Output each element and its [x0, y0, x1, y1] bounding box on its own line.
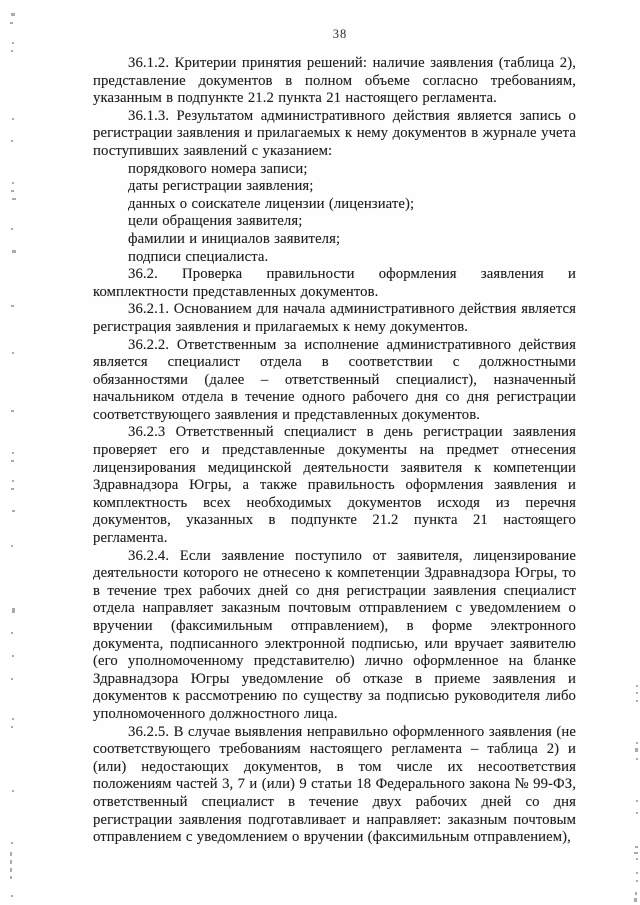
paragraph: 36.2.5. В случае выявления неправильно оформленного заявления (не соответствующего требованиям настоящего регламента – таблица 2) и (или) недостающих документов, в том числе их несоответствия положениям частей 3, 7 и (или) 9 статьи 18 Федерального закона № 99-ФЗ, ответственный специалист в течение двух рабочих дней со дня регистрации заявления подготавливает и направляет: заказным почтовым отправлением с уведомлением о вручении (факсимильным отправлением),	[93, 723, 576, 846]
scan-artifact	[636, 692, 638, 694]
scan-artifact	[11, 545, 13, 547]
paragraph: 36.2.4. Если заявление поступило от заявителя, лицензирование деятельности которого не отнесено к компетенции Здравнадзора Югры, то в течение трех рабочих дней со дня регистрации заявления специалист отдела направляет заказным почтовым отправлением с уведомлением о вручении (факсимильным отправлением), в форме электронного документа, подписанного электронной подписью, или вручает заявителю (его уполномоченному представителю) лично оформленное на бланке Здравнадзора Югры уведомление об отказе в приеме заявления и документов к рассмотрению по существу за подписью руководителя либо уполномоченного должностного лица.	[93, 547, 576, 722]
list-item: цели обращения заявителя;	[128, 213, 303, 230]
paragraph: 36.1.3. Результатом административного действия является запись о регистрации заявления и прилагаемых к нему документов в журнале учета поступивших заявлений с указанием:	[93, 107, 576, 159]
list-item: даты регистрации заявления;	[128, 178, 314, 195]
scan-artifact	[11, 140, 13, 142]
scan-artifact	[12, 510, 15, 512]
scan-artifact	[636, 700, 638, 702]
scan-artifact	[636, 812, 638, 814]
scan-artifact	[636, 880, 638, 882]
scan-artifact	[10, 22, 13, 24]
scan-artifact	[12, 718, 14, 720]
scan-artifact	[10, 876, 12, 879]
scan-artifact	[12, 790, 14, 792]
scan-artifact	[10, 860, 12, 864]
scan-artifact	[634, 898, 637, 902]
scan-artifact	[11, 228, 13, 230]
list-item: порядкового номера записи;	[128, 160, 308, 177]
scan-artifact	[12, 480, 14, 482]
scan-artifact	[636, 758, 638, 760]
list-item: фамилии и инициалов заявителя;	[128, 230, 341, 247]
scan-artifact	[11, 13, 15, 16]
scan-artifact	[11, 726, 13, 728]
scan-artifact	[12, 452, 14, 454]
scan-artifact	[12, 608, 15, 613]
scan-artifact	[11, 488, 14, 490]
page-number: 38	[332, 27, 348, 41]
paragraph: 36.2. Проверка правильности оформления заявления и комплектности представленных документов.	[93, 266, 576, 300]
scan-artifact	[12, 42, 14, 44]
scan-artifact	[635, 892, 637, 895]
scan-artifact	[10, 852, 12, 856]
scan-artifact	[636, 872, 638, 874]
scan-artifact	[12, 198, 16, 200]
scan-artifact	[635, 748, 638, 752]
document-body	[93, 55, 576, 847]
scan-artifact	[11, 305, 14, 307]
list-item: данных о соискателе лицензии (лицензиате);	[128, 195, 415, 212]
scan-artifact	[12, 655, 14, 657]
scan-artifact	[11, 678, 13, 680]
scan-artifact	[11, 460, 14, 462]
scan-artifact	[12, 118, 14, 120]
scan-artifact	[11, 190, 14, 192]
scan-artifact	[11, 50, 13, 52]
scan-artifact	[11, 895, 13, 897]
paragraph: 36.2.3 Ответственный специалист в день регистрации заявления проверяет его и представленные документы на предмет отнесения лицензирования медицинской деятельности заявителя к компетенции Здравнадзора Югры, а также правильность оформления заявления и комплектность всех необходимых документов исходя из перечня документов, указанных в подпункте 21.2 пункта 21 настоящего регламента.	[93, 424, 576, 547]
scan-artifact	[11, 632, 13, 634]
paragraph: 36.1.2. Критерии принятия решений: наличие заявления (таблица 2), представление документов в полном объеме согласно требованиям, указанным в подпункте 21.2 пункта 21 настоящего регламента.	[93, 55, 576, 107]
scan-artifact	[12, 352, 14, 354]
scan-artifact	[636, 742, 638, 744]
scan-artifact	[11, 410, 14, 412]
scan-artifact	[12, 182, 14, 184]
scan-artifact	[12, 250, 16, 253]
scan-artifact	[636, 685, 638, 687]
paragraph: 36.2.2. Ответственным за исполнение административного действия является специалист отдела в соответствии с должностными обязанностями (далее – ответственный специалист), назначенный начальником отдела в течение одного рабочего дня со дня регистрации соответствующего заявления и представленных документов.	[93, 336, 576, 423]
scan-artifact	[636, 800, 638, 802]
scan-artifact	[634, 852, 638, 854]
paragraph: 36.2.1. Основанием для начала административного действия является регистрация заявления и прилагаемых к нему документов.	[93, 301, 576, 335]
scan-artifact	[10, 868, 12, 872]
scan-artifact	[11, 842, 13, 844]
list-item: подписи специалиста.	[128, 248, 269, 265]
scan-artifact	[636, 858, 638, 860]
scan-artifact	[635, 846, 638, 848]
